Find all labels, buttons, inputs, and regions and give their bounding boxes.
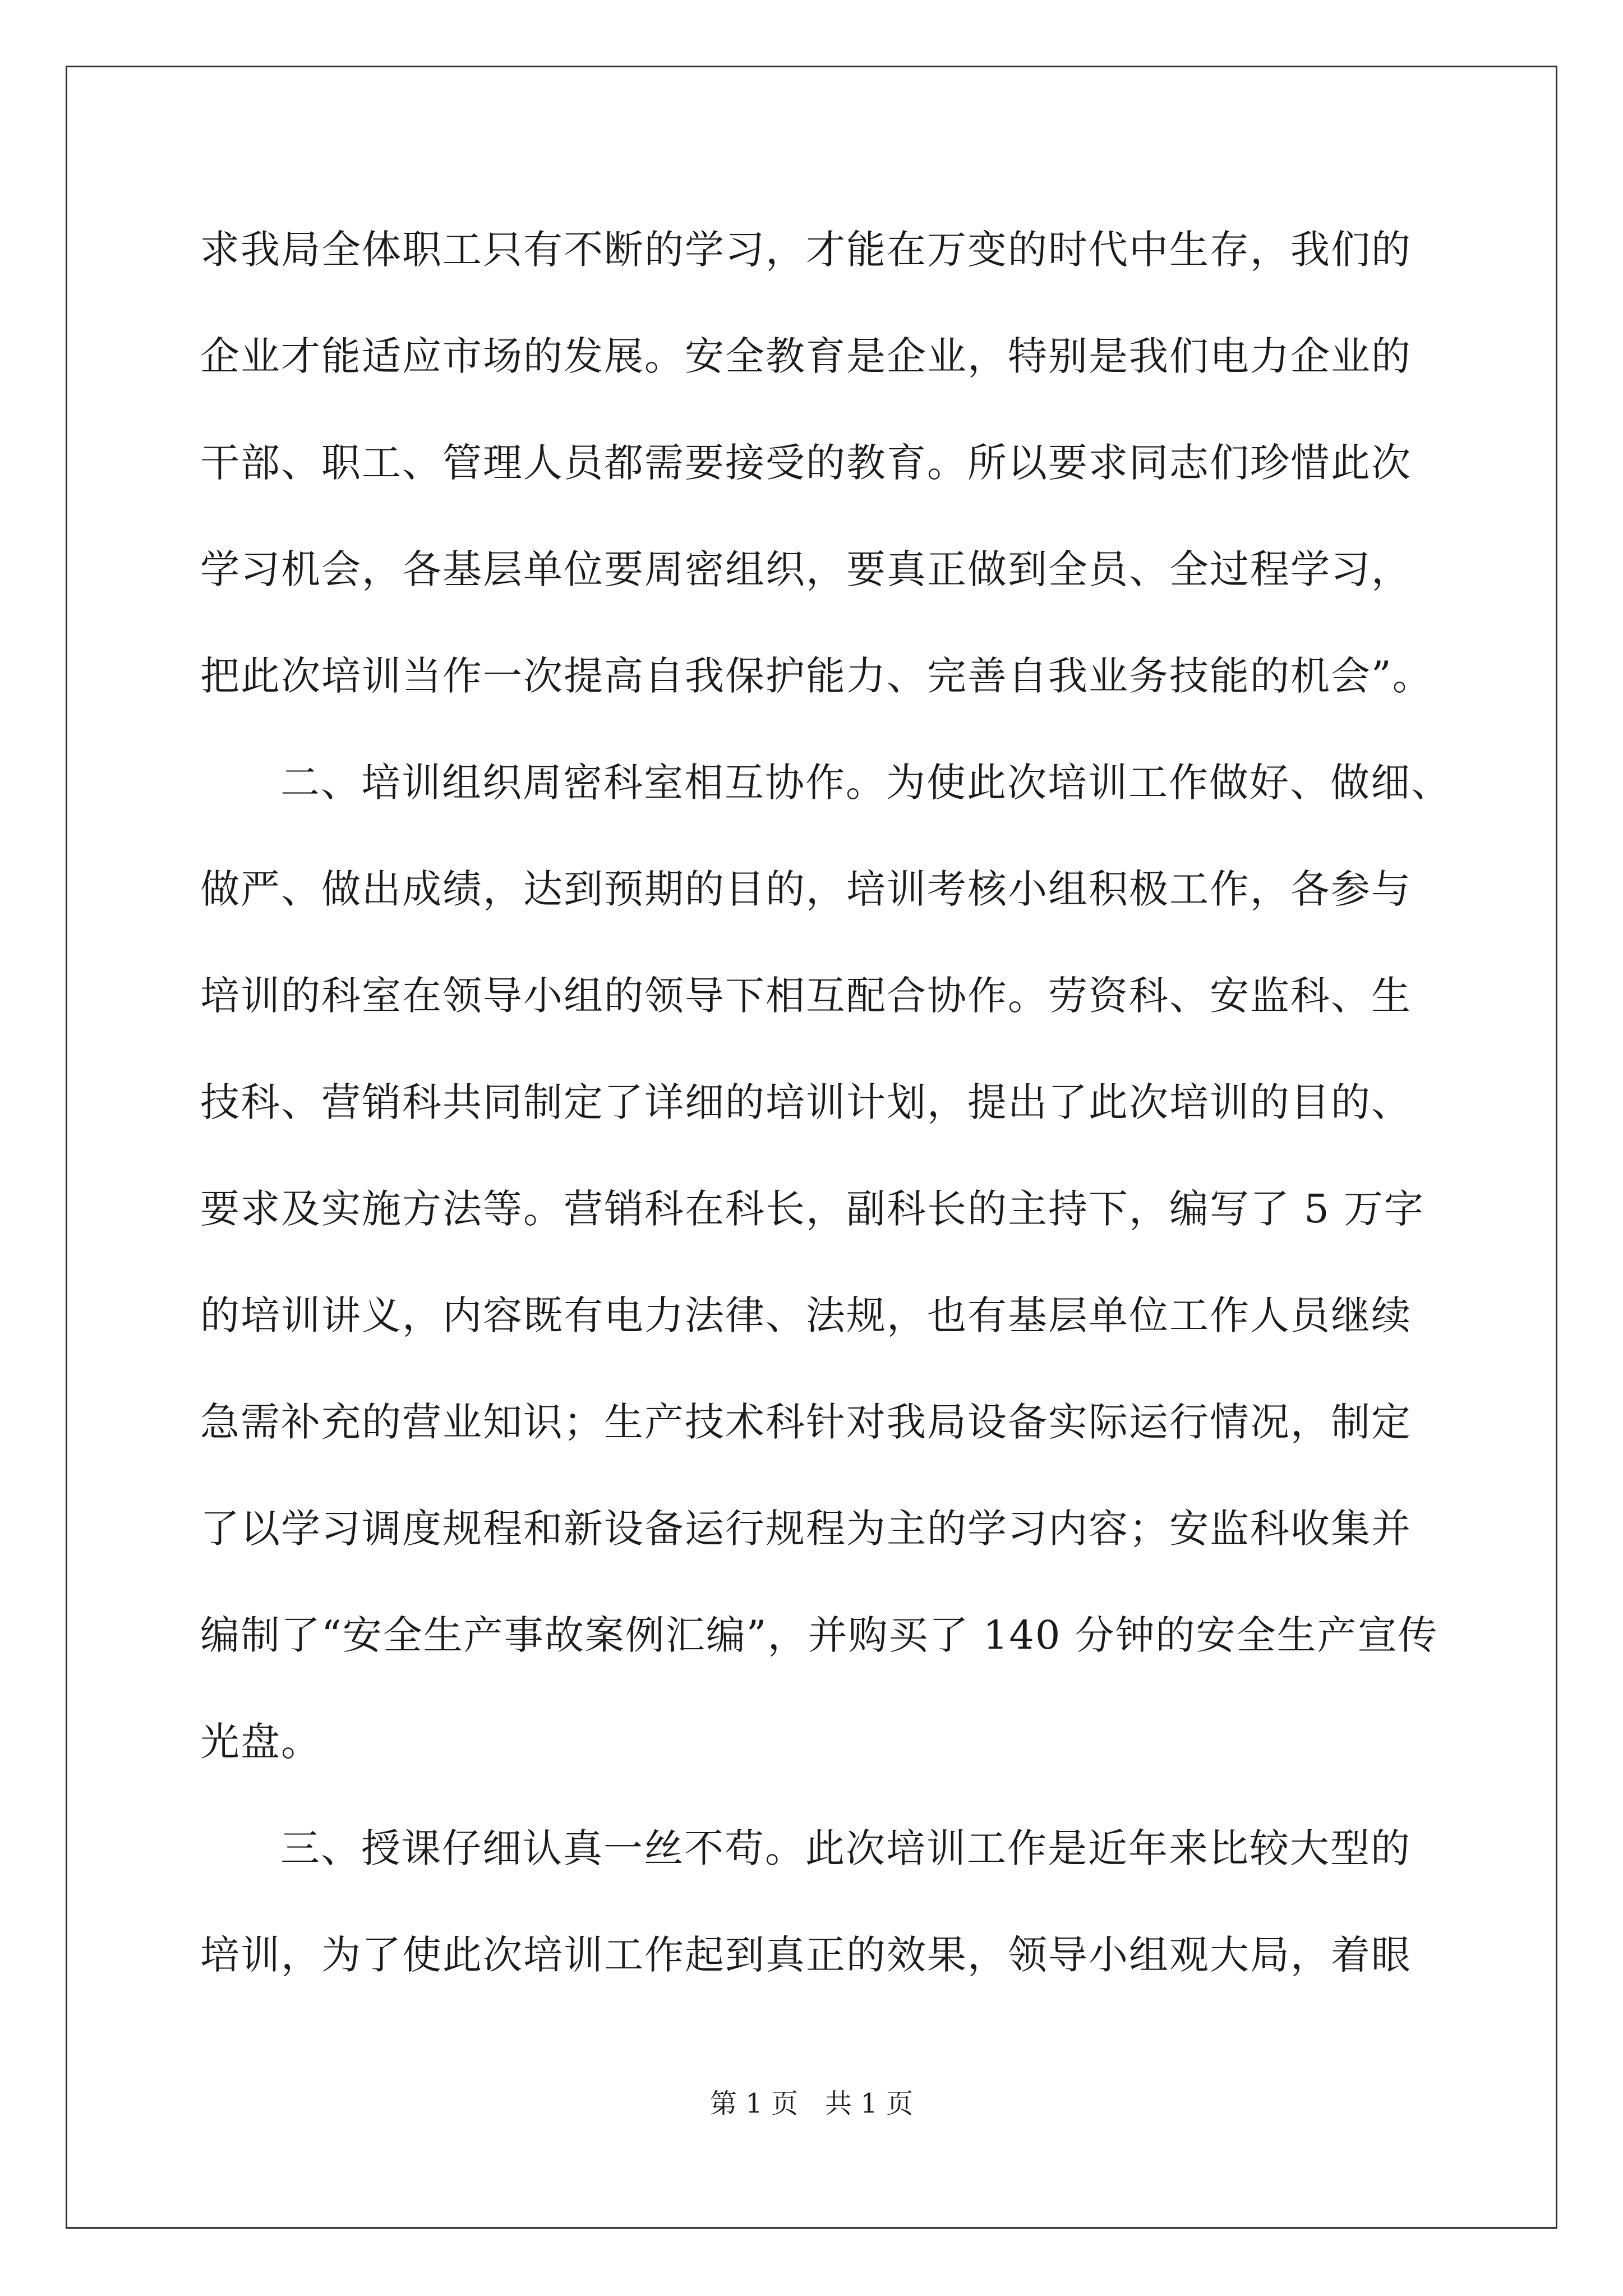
paragraph-line: 学习机会，各基层单位要周密组织，要真正做到全员、全过程学习，: [200, 546, 1412, 592]
paragraph-line: 企业才能适应市场的发展。安全教育是企业，特别是我们电力企业的: [200, 333, 1412, 379]
document-body: [200, 222, 1451, 2033]
paragraph-line: 干部、职工、管理人员都需要接受的教育。所以要求同志们珍惜此次: [200, 440, 1412, 486]
paragraph-line: 培训的科室在领导小组的领导下相互配合协作。劳资科、安监科、生: [200, 973, 1412, 1019]
paragraph-line: 要求及实施方法等。营销科在科长，副科长的主持下，编写了 5 万字: [200, 1186, 1425, 1232]
paragraph-line: 了以学习调度规程和新设备运行规程为主的学习内容；安监科收集并: [200, 1506, 1412, 1552]
paragraph-line: 的培训讲义，内容既有电力法律、法规，也有基层单位工作人员继续: [200, 1292, 1412, 1338]
section-heading-line: 三、授课仔细认真一丝不苟。此次培训工作是近年来比较大型的: [280, 1825, 1411, 1871]
section-heading-line: 二、培训组织周密科室相互协作。为使此次培训工作做好、做细、: [280, 760, 1451, 806]
paragraph-line: 光盘。: [200, 1719, 321, 1765]
paragraph-line: 求我局全体职工只有不断的学习，才能在万变的时代中生存，我们的: [200, 227, 1412, 273]
paragraph-line: 编制了“安全生产事故案例汇编”，并购买了 140 分钟的安全生产宣传: [200, 1612, 1438, 1658]
paragraph-line: 把此次培训当作一次提高自我保护能力、完善自我业务技能的机会”。: [200, 653, 1433, 699]
paragraph-line: 做严、做出成绩，达到预期的目的，培训考核小组积极工作，各参与: [200, 866, 1412, 912]
paragraph-line: 培训，为了使此次培训工作起到真正的效果，领导小组观大局，着眼: [200, 1932, 1412, 1978]
page-number-footer: 第 1 页 共 1 页: [709, 2088, 914, 2119]
paragraph-line: 急需补充的营业知识；生产技术科针对我局设备实际运行情况，制定: [200, 1399, 1412, 1445]
paragraph-line: 技科、营销科共同制定了详细的培训计划，提出了此次培训的目的、: [200, 1079, 1412, 1125]
